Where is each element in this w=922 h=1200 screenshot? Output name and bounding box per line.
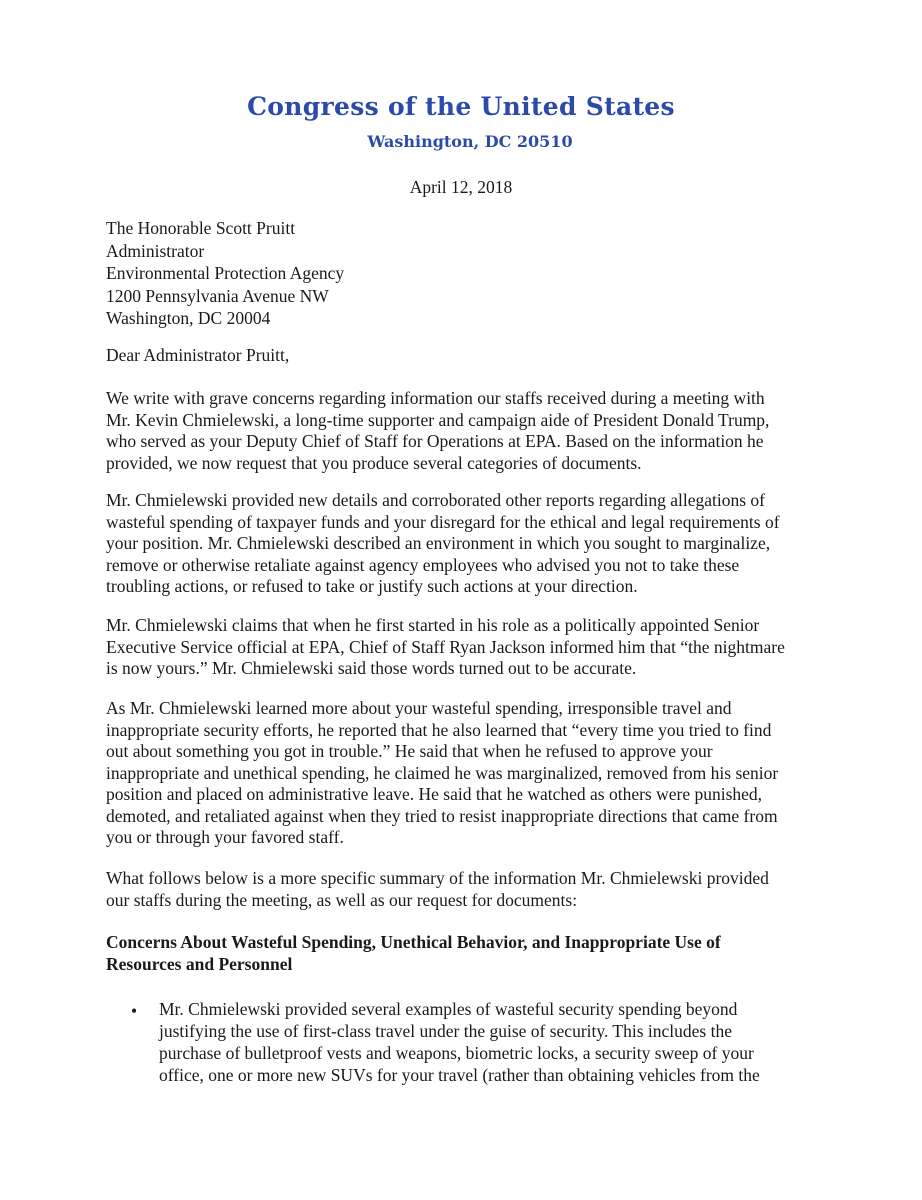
paragraph-line: Mr. Kevin Chmielewski, a long-time supporter and campaign aide of President Donald Trump,: [106, 409, 770, 430]
paragraph-line: position and placed on administrative leave. He said that he watched as others were punished,: [106, 784, 763, 804]
heading-line: Concerns About Wasteful Spending, Unethical Behavior, and Inappropriate Use of: [106, 932, 721, 952]
paragraph-4: [106, 698, 826, 849]
paragraph-line: Mr. Chmielewski provided new details and corroborated other reports regarding allegations of: [106, 490, 765, 510]
paragraph-2: [106, 490, 826, 598]
address-line: Administrator: [106, 240, 205, 261]
paragraph-line: What follows below is a more specific summary of the information Mr. Chmielewski provided: [106, 868, 769, 888]
salutation: Dear Administrator Pruitt,: [106, 345, 290, 365]
paragraph-line: provided, we now request that you produce several categories of documents.: [106, 452, 642, 473]
bullet-line: office, one or more new SUVs for your travel (rather than obtaining vehicles from the: [159, 1065, 760, 1085]
paragraph-line: our staffs during the meeting, as well as our request for documents:: [106, 889, 578, 910]
paragraph-1: [106, 388, 826, 474]
paragraph-line: who served as your Deputy Chief of Staff for Operations at EPA. Based on the information he: [106, 431, 764, 451]
bullet-item: [159, 998, 849, 1086]
bullet-line: Mr. Chmielewski provided several examples of wasteful security spending beyond: [159, 999, 738, 1019]
paragraph-line: out about something you got in trouble.” He said that when he refused to approve your: [106, 741, 713, 761]
paragraph-line: Executive Service official at EPA, Chief of Staff Ryan Jackson informed him that “the nightmare: [106, 636, 785, 657]
address-line: The Honorable Scott Pruitt: [106, 218, 296, 238]
paragraph-line: inappropriate and unethical spending, he claimed he was marginalized, removed from his senior: [106, 762, 779, 783]
address-line: Environmental Protection Agency: [106, 263, 345, 283]
paragraph-line: wasteful spending of taxpayer funds and your disregard for the ethical and legal requirements of: [106, 511, 780, 532]
address-line: 1200 Pennsylvania Avenue NW: [106, 285, 329, 306]
paragraph-line: your position. Mr. Chmielewski described an environment in which you sought to marginalize,: [106, 533, 771, 553]
paragraph-3: [106, 615, 826, 680]
paragraph-line: troubling actions, or refused to take or justify such actions at your direction.: [106, 576, 638, 596]
paragraph-line: you or through your favored staff.: [106, 827, 344, 847]
paragraph-line: inappropriate security efforts, he reported that he also learned that “every time you tried to find: [106, 719, 772, 740]
paragraph-line: demoted, and retaliated against when they tried to resist inappropriate directions that came from: [106, 805, 778, 826]
paragraph-line: As Mr. Chmielewski learned more about your wasteful spending, irresponsible travel and: [106, 698, 732, 718]
paragraph-line: Mr. Chmielewski claims that when he first started in his role as a politically appointed Senior: [106, 615, 760, 635]
letter-date: April 12, 2018: [409, 177, 513, 197]
address-line: Washington, DC 20004: [106, 308, 271, 328]
paragraph-line: is now yours.” Mr. Chmielewski said those words turned out to be accurate.: [106, 658, 637, 678]
paragraph-line: We write with grave concerns regarding information our staffs received during a meeting with: [106, 388, 765, 408]
letterhead-title: Congress of the United States: [247, 92, 675, 121]
bullet-line: purchase of bulletproof vests and weapons, biometric locks, a security sweep of your: [159, 1043, 754, 1063]
paragraph-5: [106, 868, 826, 911]
heading-line: Resources and Personnel: [106, 954, 293, 974]
bullet-line: justifying the use of first-class travel under the guise of security. This includes the: [159, 1021, 732, 1041]
letterhead-subtitle: Washington, DC 20510: [367, 132, 573, 151]
section-heading: [106, 931, 826, 975]
paragraph-line: remove or otherwise retaliate against agency employees who advised you not to take these: [106, 554, 740, 575]
bullet-dot: •: [131, 1001, 138, 1021]
recipient-address: [106, 217, 344, 330]
